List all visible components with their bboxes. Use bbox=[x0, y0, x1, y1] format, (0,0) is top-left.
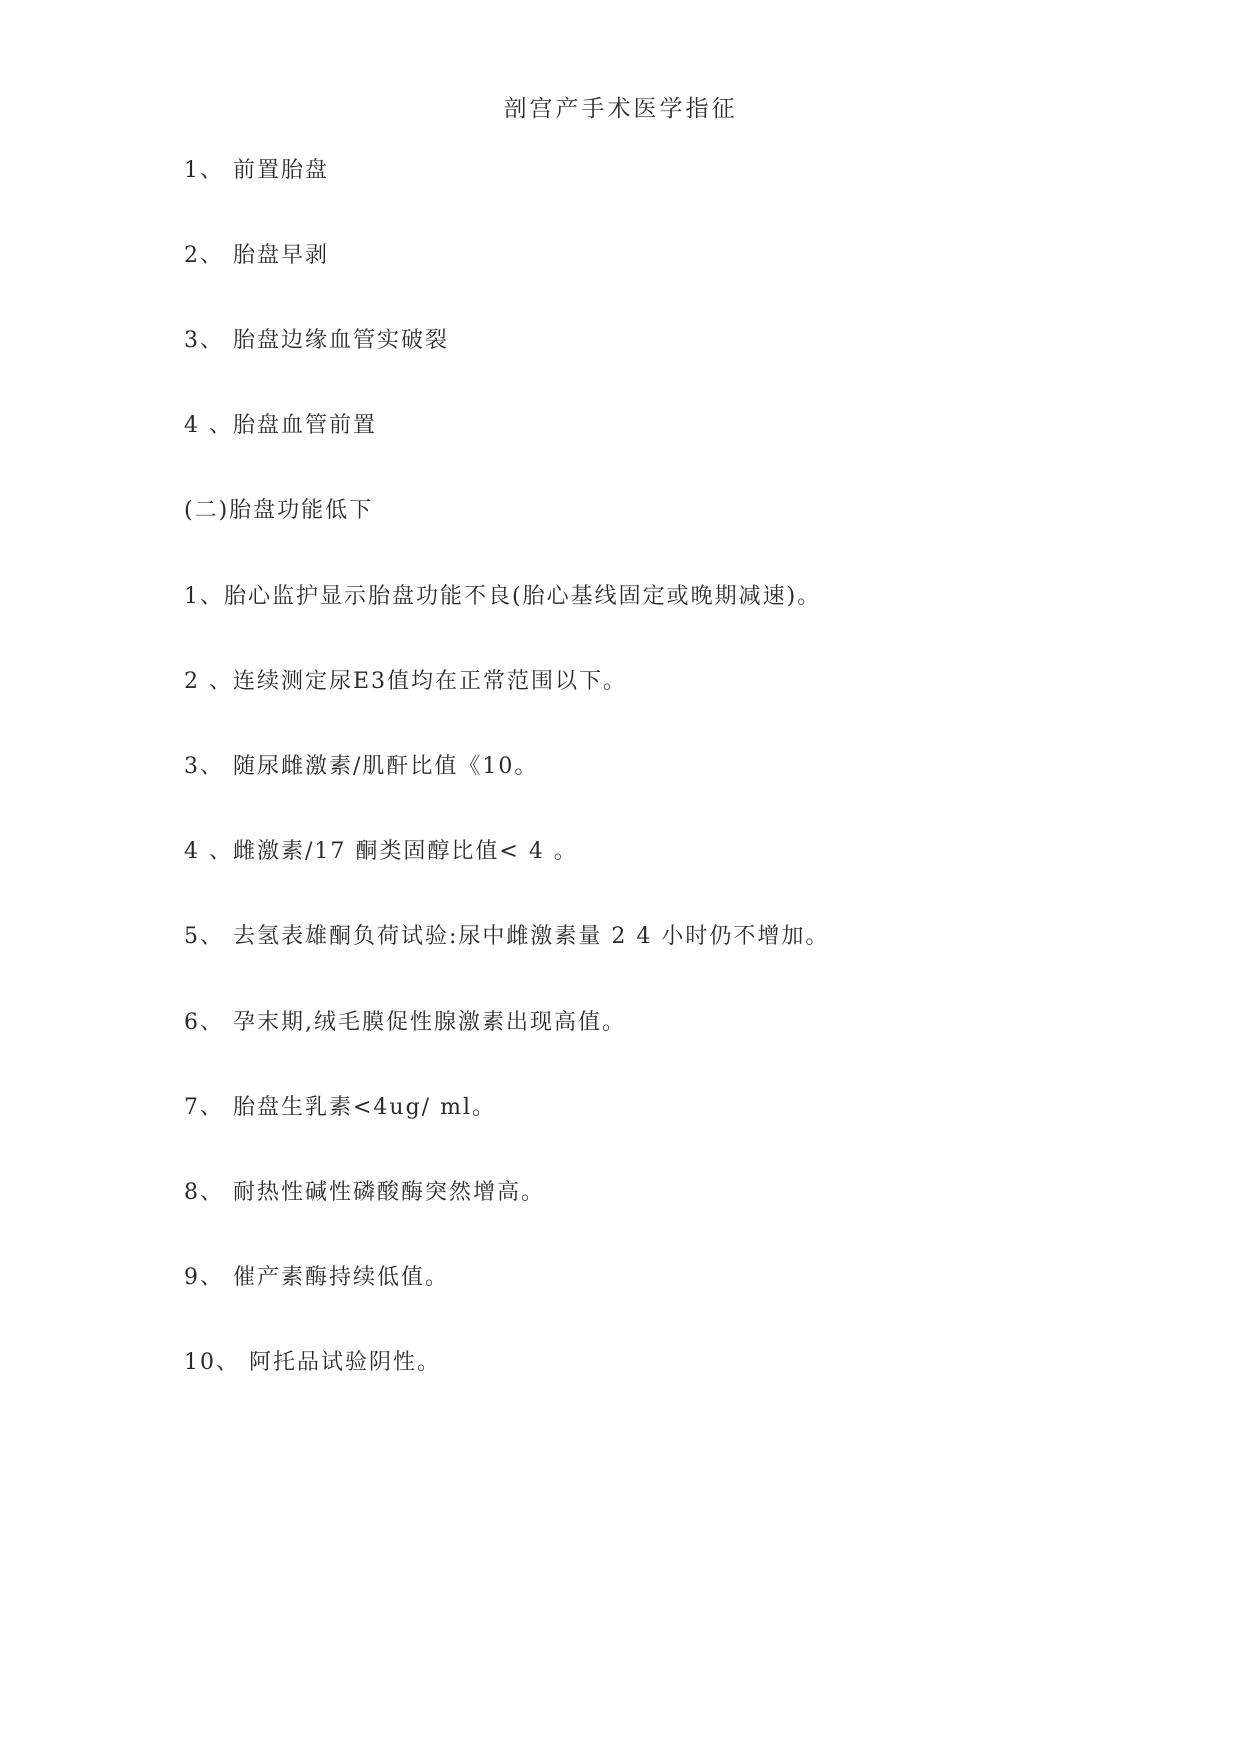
line-placenta-previa: 1、 前置胎盘 bbox=[184, 158, 329, 183]
line-placental-abruption: 2、 胎盘早剥 bbox=[184, 243, 329, 268]
line-estrogen-17-ketosteroid: 4 、雌激素/17 酮类固醇比值< 4 。 bbox=[184, 839, 578, 864]
line-urine-e3: 2 、连续测定尿E3值均在正常范围以下。 bbox=[184, 669, 628, 694]
line-fetal-monitoring: 1、胎心监护显示胎盘功能不良(胎心基线固定或晚期减速)。 bbox=[184, 584, 822, 609]
line-oxytocinase: 9、 催产素酶持续低值。 bbox=[184, 1265, 449, 1290]
line-hpl: 7、 胎盘生乳素<4ug/ ml。 bbox=[184, 1095, 496, 1120]
line-marginal-sinus-rupture: 3、 胎盘边缘血管实破裂 bbox=[184, 328, 449, 353]
document-title: 剖宫产手术医学指征 bbox=[503, 96, 738, 122]
line-hcg-high: 6、 孕末期,绒毛膜促性腺激素出现高值。 bbox=[184, 1010, 626, 1035]
line-dhea-load-test: 5、 去氢表雄酮负荷试验:尿中雌激素量 2 4 小时仍不增加。 bbox=[184, 924, 830, 949]
line-atropine-test: 10、 阿托品试验阴性。 bbox=[184, 1350, 441, 1375]
line-alkaline-phosphatase: 8、 耐热性碱性磷酸酶突然增高。 bbox=[184, 1180, 545, 1205]
line-vasa-previa: 4 、胎盘血管前置 bbox=[184, 413, 377, 438]
line-estrogen-creatinine-ratio: 3、 随尿雌激素/肌酐比值《10。 bbox=[184, 754, 539, 779]
section-heading-placental-insufficiency: (二)胎盘功能低下 bbox=[184, 498, 374, 523]
